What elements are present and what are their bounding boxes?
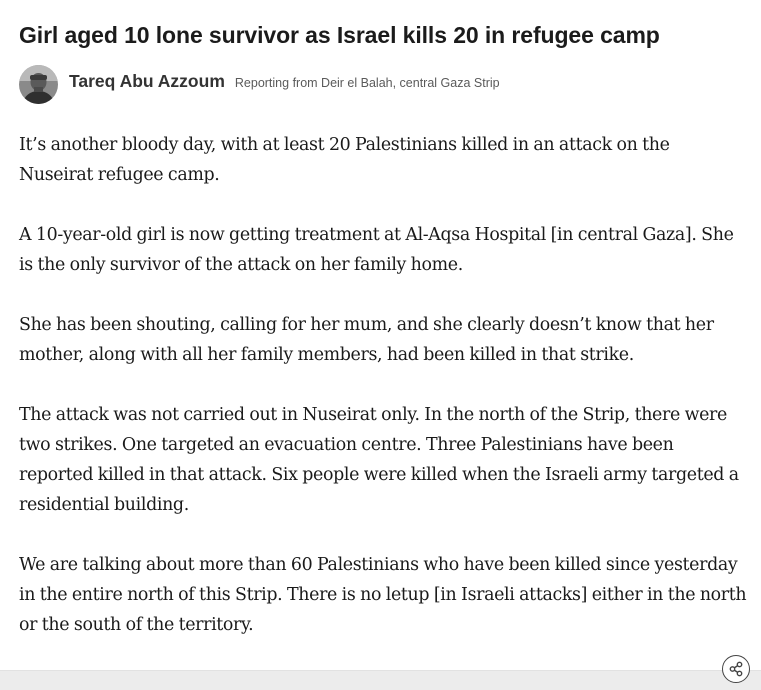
reporting-location: Reporting from Deir el Balah, central Gaza Strip (234, 76, 500, 90)
update-headline: Girl aged 10 lone survivor as Israel kills 20 in refugee camp (19, 22, 660, 48)
byline (19, 64, 500, 104)
author-name[interactable]: Tareq Abu Azzoum (69, 70, 225, 91)
share-icon (728, 661, 744, 677)
author-photo-icon (19, 65, 58, 104)
author-avatar[interactable] (19, 65, 58, 104)
card-separator (0, 670, 761, 690)
paragraph: It’s another bloody day, with at least 20 Palestinians killed in an attack on the Nuseirat refugee camp. (19, 135, 670, 185)
paragraph: A 10-year-old girl is now getting treatment at Al-Aqsa Hospital [in central Gaza]. She is the only survivor of the attack on her family home. (19, 225, 734, 275)
update-body (19, 130, 747, 670)
paragraph: The attack was not carried out in Nuseirat only. In the north of the Strip, there were two strikes. One targeted an evacuation centre. Three Palestinians have been reported killed in that attack. Six people were killed when the Israeli army targeted a residential building. (19, 405, 739, 515)
paragraph: We are talking about more than 60 Palestinians who have been killed since yesterday in the entire north of this Strip. There is no letup [in Israeli attacks] either in the north or the south of the territory. (19, 555, 747, 635)
paragraph: She has been shouting, calling for her mum, and she clearly doesn’t know that her mother, along with all her family members, had been killed in that strike. (19, 315, 714, 365)
share-button[interactable] (722, 655, 750, 683)
